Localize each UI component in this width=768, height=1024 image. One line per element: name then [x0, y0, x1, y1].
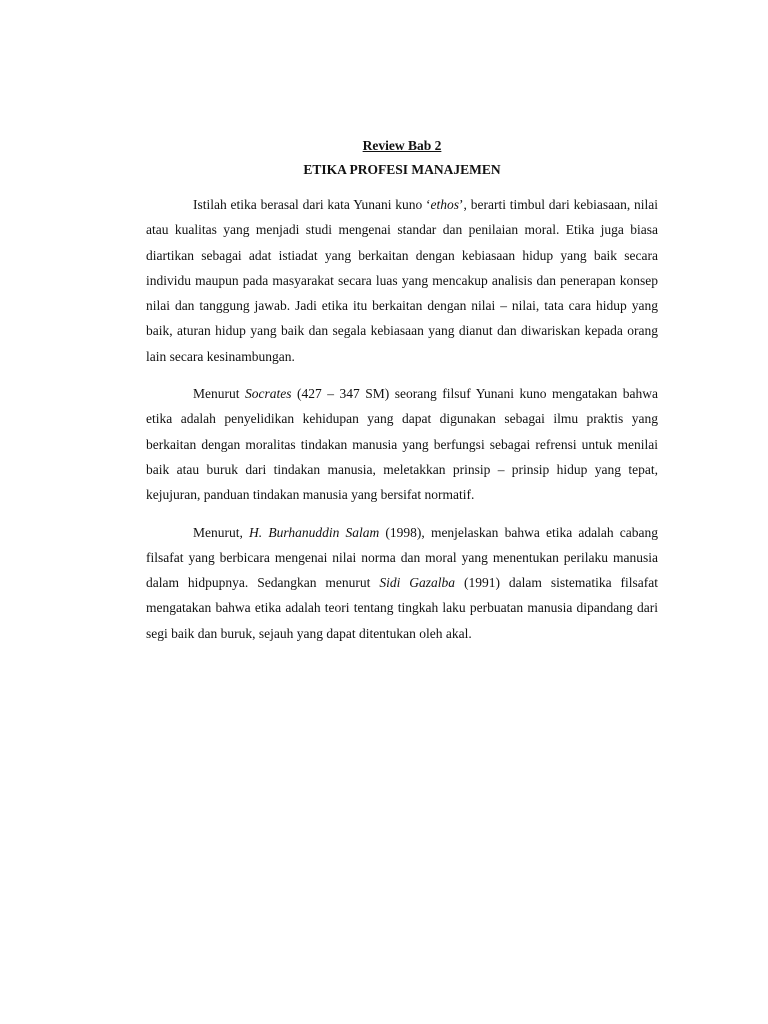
p3-name-burhanuddin: H. Burhanuddin Salam [249, 524, 380, 540]
p3-text-2: (1998), menjelaskan bahwa etika adalah cabang filsafat yang berbicara mengenai nilai norma dan moral yang menentukan perilaku manusia dalam hidpupnya. Sedangkan menurut [146, 524, 658, 591]
paragraph-burhanuddin-gazalba [146, 520, 658, 646]
p3-text-1: Menurut, [193, 524, 250, 540]
title-text: Review Bab 2 [362, 138, 442, 153]
p2-text-2: (427 – 347 SM) seorang filsuf Yunani kuno mengatakan bahwa etika adalah penyelidikan kehidupan yang dapat digunakan sebagai ilmu praktis yang berkaitan dengan moralitas tindakan manusia yang berfungsi sebagai refrensi untuk menilai baik atau buruk dari tindakan manusia, meletakkan prinsip – prinsip hidup yang tepat, kejujuran, panduan tindakan manusia yang bersifat normatif. [146, 386, 658, 503]
paragraph-socrates [146, 381, 658, 507]
paragraph-etika-definition [146, 192, 658, 369]
p1-term-ethos: ethos [430, 197, 460, 212]
p1-text-2: ’, berarti timbul dari kebiasaan, nilai atau kualitas yang menjadi studi mengenai standar dan penilaian moral. Etika juga biasa diartikan sebagai adat istiadat yang berkaitan dengan kebiasaan hidup yang baik secara individu maupun pada masyarakat secara luas yang mencakup analisis dan penerapan konsep nilai dan tanggung jawab. Jadi etika itu berkaitan dengan nilai – nilai, tata cara hidup yang baik, aturan hidup yang baik dan segala kebiasaan yang dianut dan diwariskan kepada orang lain secara kesinambungan. [146, 197, 658, 364]
document-page [146, 134, 658, 658]
document-title [146, 134, 658, 158]
p3-text-3: (1991) dalam sistematika filsafat mengatakan bahwa etika adalah teori tentang tingkah laku perbuatan manusia dipandang dari segi baik dan buruk, sejauh yang dapat ditentukan oleh akal. [146, 575, 658, 641]
p1-text-1: Istilah etika berasal dari kata Yunani kuno ‘ [193, 197, 431, 212]
p2-name-socrates: Socrates [245, 386, 292, 402]
p2-text-1: Menurut [193, 386, 245, 402]
document-subtitle: ETIKA PROFESI MANAJEMEN [303, 162, 501, 177]
p3-name-gazalba: Sidi Gazalba [379, 575, 456, 591]
